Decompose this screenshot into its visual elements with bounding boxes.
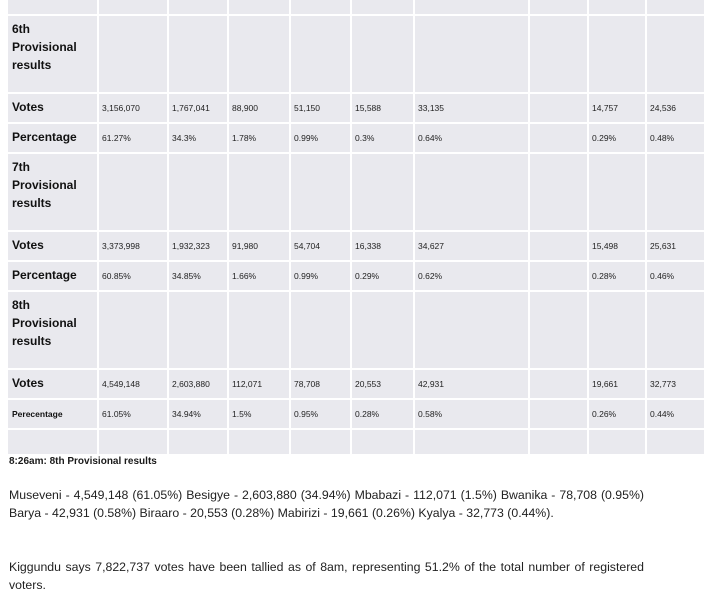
table-cell	[352, 0, 413, 14]
table-cell	[415, 16, 528, 92]
table-cell	[647, 154, 704, 230]
round-title: 7th Provisional results	[8, 154, 97, 230]
vote-count-cell: 51,150	[291, 94, 350, 122]
table-cell	[99, 0, 167, 14]
tally-paragraph: Kiggundu says 7,822,737 votes have been tallied as of 8am, representing 51.2% of the total number of registered voters.	[9, 560, 644, 592]
percentage-cell: 1.66%	[229, 262, 289, 290]
round-title: 8th Provisional results	[8, 292, 97, 368]
percentage-cell: 0.3%	[352, 124, 413, 152]
table-cell	[229, 154, 289, 230]
table-cell	[169, 154, 227, 230]
percentage-label: Perecentage	[8, 400, 97, 428]
table-cell	[169, 430, 227, 454]
vote-count-cell: 54,704	[291, 232, 350, 260]
percentage-cell: 61.27%	[99, 124, 167, 152]
percentage-cell: 0.28%	[352, 400, 413, 428]
table-row	[8, 430, 704, 454]
table-cell	[352, 16, 413, 92]
vote-count-cell: 3,156,070	[99, 94, 167, 122]
percentage-cell: 0.28%	[589, 262, 645, 290]
vote-count-cell	[530, 232, 587, 260]
table-row	[8, 154, 704, 230]
table-cell	[99, 292, 167, 368]
vote-count-cell: 14,757	[589, 94, 645, 122]
table-cell	[589, 154, 645, 230]
table-cell	[530, 154, 587, 230]
vote-count-cell: 88,900	[229, 94, 289, 122]
round-title: 6th Provisional results	[8, 16, 97, 92]
table-cell	[415, 430, 528, 454]
votes-label: Votes	[8, 370, 97, 398]
table-cell	[99, 154, 167, 230]
percentage-cell: 0.44%	[647, 400, 704, 428]
percentage-cell: 0.58%	[415, 400, 528, 428]
vote-count-cell: 91,980	[229, 232, 289, 260]
table-row	[8, 370, 704, 398]
table-cell	[169, 16, 227, 92]
table-cell	[291, 0, 350, 14]
vote-count-cell: 20,553	[352, 370, 413, 398]
percentage-cell	[530, 124, 587, 152]
table-cell	[291, 16, 350, 92]
table-cell	[589, 430, 645, 454]
table-cell	[530, 16, 587, 92]
update-heading: 8:26am: 8th Provisional results	[9, 456, 157, 467]
table-cell	[415, 0, 528, 14]
table-cell	[99, 16, 167, 92]
table-row	[8, 292, 704, 368]
table-cell	[291, 154, 350, 230]
vote-count-cell: 4,549,148	[99, 370, 167, 398]
votes-label: Votes	[8, 232, 97, 260]
table-cell	[415, 292, 528, 368]
vote-count-cell: 1,932,323	[169, 232, 227, 260]
table-cell	[8, 0, 97, 14]
table-row	[8, 400, 704, 428]
table-row	[8, 262, 704, 290]
vote-count-cell: 19,661	[589, 370, 645, 398]
table-cell	[647, 292, 704, 368]
table-cell	[530, 430, 587, 454]
vote-count-cell	[530, 94, 587, 122]
percentage-cell: 34.85%	[169, 262, 227, 290]
percentage-cell: 61.05%	[99, 400, 167, 428]
votes-label: Votes	[8, 94, 97, 122]
table-cell	[647, 16, 704, 92]
percentage-cell	[530, 262, 587, 290]
percentage-cell: 0.95%	[291, 400, 350, 428]
results-table	[6, 0, 706, 456]
percentage-cell: 1.78%	[229, 124, 289, 152]
percentage-cell: 0.48%	[647, 124, 704, 152]
table-row	[8, 16, 704, 92]
percentage-cell: 1.5%	[229, 400, 289, 428]
vote-count-cell: 33,135	[415, 94, 528, 122]
table-cell	[352, 154, 413, 230]
table-cell	[229, 16, 289, 92]
vote-count-cell: 32,773	[647, 370, 704, 398]
table-row	[8, 94, 704, 122]
results-paragraph: Museveni - 4,549,148 (61.05%) Besigye - 2,603,880 (34.94%) Mbabazi - 112,071 (1.5%) Bwanika - 78,708 (0.95%) Barya - 42,931 (0.58%) Biraaro - 20,553 (0.28%) Mabirizi - 19,661 (0.26%) Kyalya - 32,773 (0.44%).	[9, 488, 644, 520]
table-cell	[647, 0, 704, 14]
vote-count-cell: 2,603,880	[169, 370, 227, 398]
percentage-label: Percentage	[8, 262, 97, 290]
percentage-cell: 0.64%	[415, 124, 528, 152]
table-cell	[352, 430, 413, 454]
table-cell	[169, 292, 227, 368]
percentage-cell: 0.99%	[291, 262, 350, 290]
table-cell	[229, 0, 289, 14]
table-cell	[8, 430, 97, 454]
vote-count-cell: 1,767,041	[169, 94, 227, 122]
table-cell	[647, 430, 704, 454]
table-cell	[589, 0, 645, 14]
vote-count-cell: 25,631	[647, 232, 704, 260]
percentage-cell: 0.46%	[647, 262, 704, 290]
table-cell	[169, 0, 227, 14]
vote-count-cell: 3,373,998	[99, 232, 167, 260]
table-cell	[589, 16, 645, 92]
table-cell	[530, 0, 587, 14]
percentage-cell	[530, 400, 587, 428]
percentage-cell: 34.3%	[169, 124, 227, 152]
percentage-label: Percentage	[8, 124, 97, 152]
percentage-cell: 0.26%	[589, 400, 645, 428]
table-row	[8, 124, 704, 152]
table-cell	[589, 292, 645, 368]
vote-count-cell: 15,498	[589, 232, 645, 260]
vote-count-cell: 78,708	[291, 370, 350, 398]
percentage-cell: 0.99%	[291, 124, 350, 152]
vote-count-cell: 42,931	[415, 370, 528, 398]
percentage-cell: 34.94%	[169, 400, 227, 428]
vote-count-cell: 16,338	[352, 232, 413, 260]
table-cell	[229, 292, 289, 368]
table-cell	[291, 292, 350, 368]
table-cell	[530, 292, 587, 368]
vote-count-cell	[530, 370, 587, 398]
percentage-cell: 0.29%	[352, 262, 413, 290]
percentage-cell: 60.85%	[99, 262, 167, 290]
table-cell	[352, 292, 413, 368]
table-cell	[99, 430, 167, 454]
percentage-cell: 0.62%	[415, 262, 528, 290]
vote-count-cell: 24,536	[647, 94, 704, 122]
table-row	[8, 232, 704, 260]
percentage-cell: 0.29%	[589, 124, 645, 152]
vote-count-cell: 112,071	[229, 370, 289, 398]
table-top-row	[8, 0, 704, 14]
table-cell	[291, 430, 350, 454]
vote-count-cell: 34,627	[415, 232, 528, 260]
table-cell	[415, 154, 528, 230]
table-cell	[229, 430, 289, 454]
vote-count-cell: 15,588	[352, 94, 413, 122]
